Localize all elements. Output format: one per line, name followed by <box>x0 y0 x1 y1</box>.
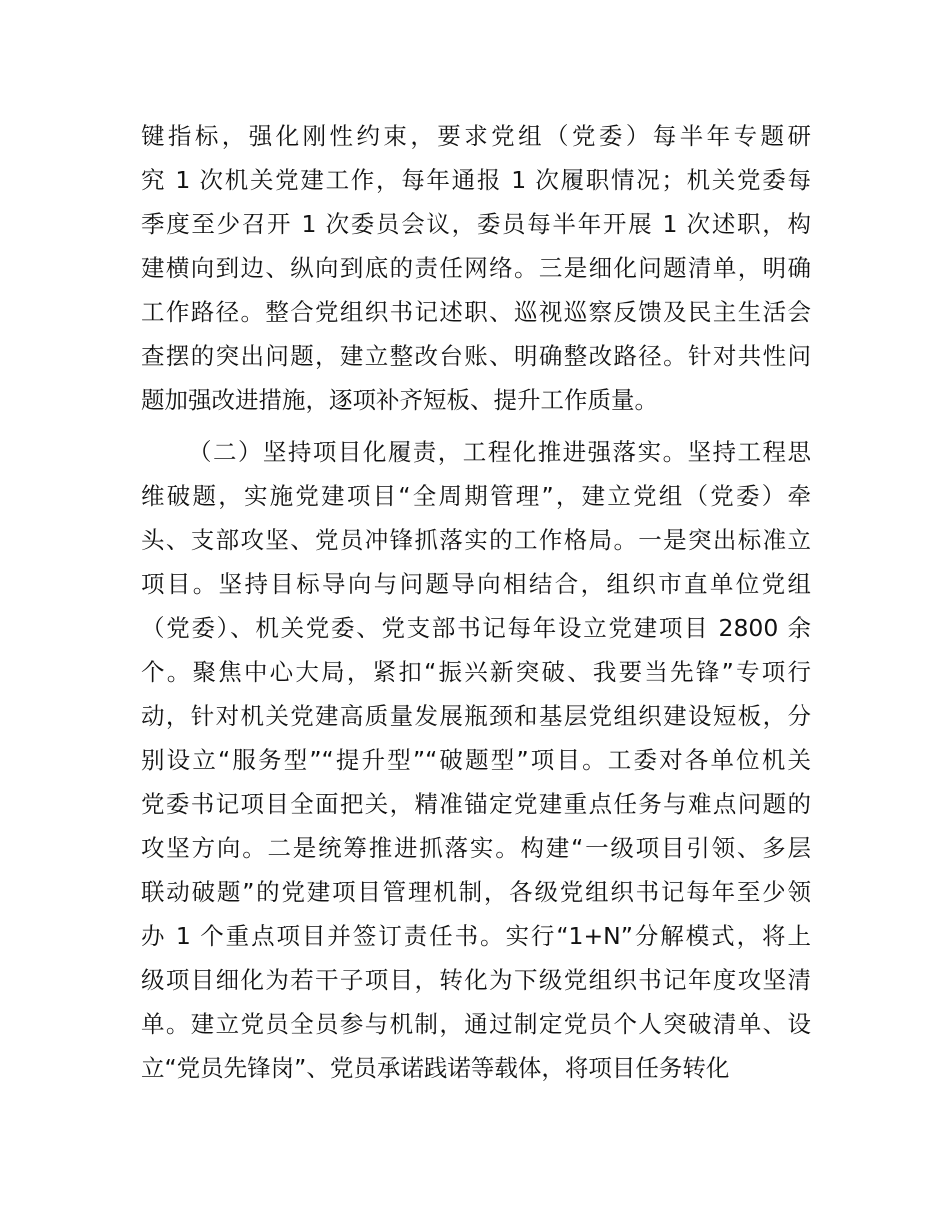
text-line: 办 1 个重点项目并签订责任书。实行“1+N”分解模式，将上 <box>141 922 811 950</box>
text-line: 攻坚方向。二是统筹推进抓落实。构建“一级项目引领、多层 <box>141 834 811 862</box>
text-line: 联动破题”的党建项目管理机制，各级党组织书记每年至少领 <box>141 878 811 906</box>
text-line: 维破题，实施党建项目“全周期管理”，建立党组（党委）牵 <box>141 482 811 510</box>
paragraph-spacer <box>141 422 811 430</box>
text-line: 键指标，强化刚性约束，要求党组（党委）每半年专题研 <box>141 122 811 150</box>
text-line: 别设立“服务型”“提升型”“破题型”项目。工委对各单位机关 <box>141 746 811 774</box>
text-line: 究 1 次机关党建工作，每年通报 1 次履职情况；机关党委每 <box>141 166 811 194</box>
text-line: 查摆的突出问题，建立整改台账、明确整改路径。针对共性问 <box>141 342 811 370</box>
document-body <box>141 114 811 1090</box>
text-line: 动，针对机关党建高质量发展瓶颈和基层党组织建设短板，分 <box>141 702 811 730</box>
text-line: 立“党员先锋岗”、党员承诺践诺等载体，将项目任务转化 <box>141 1054 730 1082</box>
text-line: 建横向到边、纵向到底的责任网络。三是细化问题清单，明确 <box>141 254 811 282</box>
text-line: （党委）、机关党委、党支部书记每年设立党建项目 2800 余 <box>141 614 811 642</box>
text-line: 个。聚焦中心大局，紧扣“振兴新突破、我要当先锋”专项行 <box>141 658 811 686</box>
paragraph-2 <box>141 430 811 1090</box>
text-line: 头、支部攻坚、党员冲锋抓落实的工作格局。一是突出标准立 <box>141 526 811 554</box>
text-line: 项目。坚持目标导向与问题导向相结合，组织市直单位党组 <box>141 570 811 598</box>
text-line: 级项目细化为若干子项目，转化为下级党组织书记年度攻坚清 <box>141 966 811 994</box>
text-line: （二）坚持项目化履责，工程化推进强落实。坚持工程思 <box>188 438 811 466</box>
text-line: 党委书记项目全面把关，精准锚定党建重点任务与难点问题的 <box>141 790 811 818</box>
paragraph-1 <box>141 114 811 422</box>
text-line: 季度至少召开 1 次委员会议，委员每半年开展 1 次述职，构 <box>141 210 811 238</box>
text-line: 题加强改进措施，逐项补齐短板、提升工作质量。 <box>141 386 658 414</box>
text-line: 工作路径。整合党组织书记述职、巡视巡察反馈及民主生活会 <box>141 298 811 326</box>
text-line: 单。建立党员全员参与机制，通过制定党员个人突破清单、设 <box>141 1010 811 1038</box>
